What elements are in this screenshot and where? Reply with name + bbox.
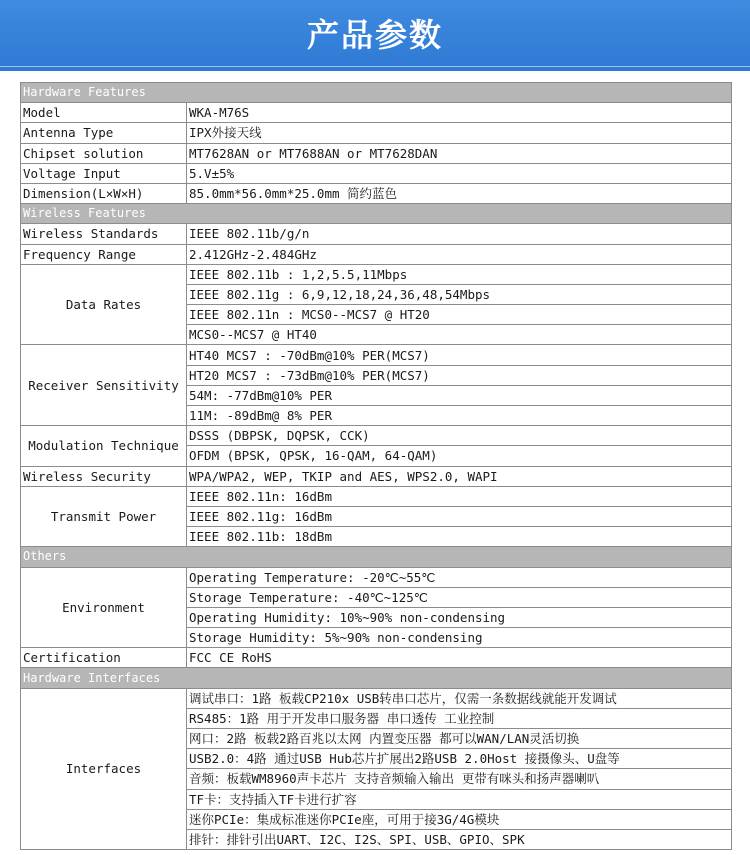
section-header-row [21,204,732,224]
table-row [21,345,732,365]
spec-value: MCS0--MCS7 @ HT40 [187,325,732,345]
spec-value: USB2.0：4路 通过USB Hub芯片扩展出2路USB 2.0Host 接摄像头、U盘等 [187,749,732,769]
spec-value: IPX外接天线 [187,123,732,143]
spec-value: 54M: -77dBm@10% PER [187,385,732,405]
spec-label: Certification [21,648,187,668]
spec-value: WPA/WPA2, WEP, TKIP and AES, WPS2.0, WAPI [187,466,732,486]
spec-label: Data Rates [21,264,187,345]
table-row [21,426,732,446]
spec-value: DSSS (DBPSK, DQPSK, CCK) [187,426,732,446]
section-title: Hardware Features [21,83,732,103]
spec-value: MT7628AN or MT7688AN or MT7628DAN [187,143,732,163]
section-title: Wireless Features [21,204,732,224]
spec-value: HT40 MCS7 : -70dBm@10% PER(MCS7) [187,345,732,365]
spec-value: RS485：1路 用于开发串口服务器 串口透传 工业控制 [187,708,732,728]
table-row [21,567,732,587]
table-row [21,264,732,284]
spec-value: OFDM (BPSK, QPSK, 16-QAM, 64-QAM) [187,446,732,466]
section-header-row [21,547,732,567]
spec-label: Interfaces [21,688,187,850]
spec-value: IEEE 802.11b/g/n [187,224,732,244]
spec-label: Modulation Technique [21,426,187,466]
spec-value: 调试串口：1路 板载CP210x USB转串口芯片，仅需一条数据线就能开发调试 [187,688,732,708]
spec-value: 85.0mm*56.0mm*25.0mm 简约蓝色 [187,183,732,203]
spec-label: Dimension(L×W×H) [21,183,187,203]
spec-value: TF卡：支持插入TF卡进行扩容 [187,789,732,809]
spec-label: Antenna Type [21,123,187,143]
spec-value: Operating Temperature: -20℃~55℃ [187,567,732,587]
spec-value: WKA-M76S [187,103,732,123]
spec-label: Transmit Power [21,486,187,547]
spec-table [20,82,732,850]
spec-label: Frequency Range [21,244,187,264]
spec-value: IEEE 802.11g: 16dBm [187,506,732,526]
spec-value: IEEE 802.11b : 1,2,5.5,11Mbps [187,264,732,284]
table-row [21,183,732,203]
section-title: Others [21,547,732,567]
spec-value: 排针：排针引出UART、I2C、I2S、SPI、USB、GPIO、SPK [187,829,732,849]
spec-value: IEEE 802.11n : MCS0--MCS7 @ HT20 [187,305,732,325]
spec-value: 2.412GHz-2.484GHz [187,244,732,264]
header-banner [0,0,750,71]
spec-label: Model [21,103,187,123]
spec-value: IEEE 802.11b: 18dBm [187,527,732,547]
table-row [21,648,732,668]
table-row [21,688,732,708]
spec-label: Wireless Security [21,466,187,486]
table-row [21,123,732,143]
spec-label: Wireless Standards [21,224,187,244]
table-row [21,143,732,163]
spec-value: 网口：2路 板载2路百兆以太网 内置变压器 都可以WAN/LAN灵活切换 [187,729,732,749]
table-row [21,224,732,244]
spec-value: HT20 MCS7 : -73dBm@10% PER(MCS7) [187,365,732,385]
spec-value: Storage Temperature: -40℃~125℃ [187,587,732,607]
spec-value: 音频：板载WM8960声卡芯片 支持音频输入输出 更带有咪头和扬声器喇叭 [187,769,732,789]
spec-value: 5.V±5% [187,163,732,183]
section-title: Hardware Interfaces [21,668,732,688]
spec-value: 迷你PCIe：集成标准迷你PCIe座，可用于接3G/4G模块 [187,809,732,829]
table-row [21,244,732,264]
table-row [21,103,732,123]
spec-label: Environment [21,567,187,648]
spec-value: 11M: -89dBm@ 8% PER [187,406,732,426]
spec-value: Storage Humidity: 5%~90% non-condensing [187,628,732,648]
table-row [21,486,732,506]
spec-value: IEEE 802.11g : 6,9,12,18,24,36,48,54Mbps [187,284,732,304]
spec-label: Voltage Input [21,163,187,183]
spec-label: Chipset solution [21,143,187,163]
spec-value: FCC CE RoHS [187,648,732,668]
section-header-row [21,668,732,688]
table-row [21,163,732,183]
section-header-row [21,83,732,103]
spec-value: Operating Humidity: 10%~90% non-condensing [187,607,732,627]
page-title: 产品参数 [306,16,443,54]
spec-value: IEEE 802.11n: 16dBm [187,486,732,506]
spec-label: Receiver Sensitivity [21,345,187,426]
banner-divider [0,66,750,67]
table-row [21,466,732,486]
